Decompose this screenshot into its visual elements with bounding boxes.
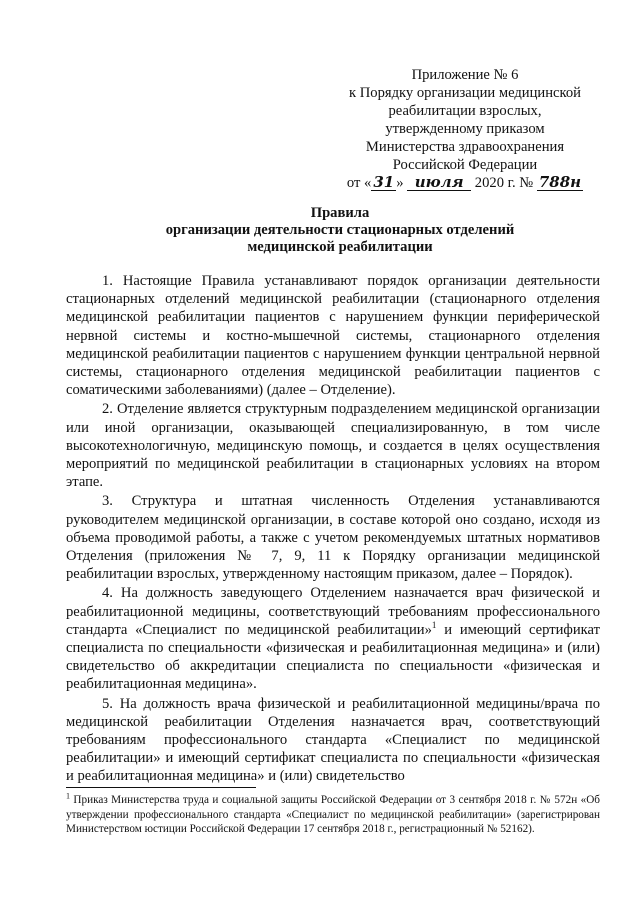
appendix-line: к Порядку организации медицинской [349, 85, 581, 101]
title-line: Правила [310, 205, 370, 221]
handwritten-order-number: 788н [538, 173, 582, 191]
handwritten-month: июля [407, 175, 471, 191]
appendix-line: утвержденному приказом [385, 121, 545, 137]
footnote-text: Приказ Министерства труда и социальной защиты Российской Федерации от 3 сентября 2018 г. № 572н «Об утверждении профессионального стандарта «Специалист по медицинской реабилитации» (зарегистрирован Министерством юстиции Российской Федерации 17 сентября 2018 г., регистрационный № 52162). [66, 794, 600, 835]
order-date-line [330, 174, 600, 192]
title-line: медицинской реабилитации [247, 239, 433, 255]
document-title [80, 205, 600, 256]
paragraph-5: 5. На должность врача физической и реабилитационной медицины/врача по медицинской реабилитации Отделения назначается врач, соответствующий требованиям профессионального стандарта «Специалист по медицинской реабилитации» и имеющий сертификат специалиста по специальности «физическая и реабилитационная медицина» и (или) свидетельство [66, 695, 600, 785]
appendix-line: Министерства здравоохранения [365, 139, 565, 155]
footnote-number: 1 [66, 791, 70, 801]
paragraph-3: 3. Структура и штатная численность Отделения устанавливаются руководителем медицинской организации, в составе которой оно создано, исходя из объема проводимой работы, а также с учетом рекомендуемых штатных нормативов Отделения (приложения № 7, 9, 11 к Порядку организации медицинской реабилитации взрослых, утвержденному настоящим приказом, далее – Порядок). [66, 493, 600, 583]
footnote [66, 793, 600, 837]
handwritten-day: 31 [373, 173, 395, 191]
date-mid: » [396, 175, 404, 191]
paragraph-4 [66, 584, 600, 693]
footnote-divider [66, 787, 256, 788]
footnote-reference[interactable]: 1 [431, 620, 437, 630]
appendix-line: реабилитации взрослых, [388, 103, 542, 119]
appendix-number: Приложение № 6 [411, 67, 519, 83]
date-year: 2020 г. № [474, 175, 534, 191]
paragraph-2: 2. Отделение является структурным подразделением медицинской организации или иной организации, оказывающей специализированную, в том числе высокотехнологичную, медицинскую помощь, и создается в целях осуществления мероприятий по медицинской реабилитации в стационарных условиях на втором этапе. [66, 401, 600, 491]
paragraph-4-text: 4. На должность заведующего Отделением назначается врач физической и реабилитационной медицины, соответствующий требованиям профессионального стандарта «Специалист по медицинской реабилитации» [66, 585, 600, 638]
appendix-line: Российской Федерации [392, 157, 538, 173]
date-prefix: от « [346, 175, 372, 191]
document-body [66, 272, 600, 787]
appendix-header [330, 66, 600, 192]
title-line: организации деятельности стационарных отделений [165, 222, 515, 238]
paragraph-1: 1. Настоящие Правила устанавливают порядок организации деятельности стационарных отделений медицинской реабилитации (стационарного отделения медицинской реабилитации пациентов с нарушением функции периферической нервной системы и костно-мышечной системы, стационарного отделения медицинской реабилитации пациентов с нарушением функции центральной нервной системы, стационарного отделения медицинской реабилитации пациентов с соматическими заболеваниями) (далее – Отделение). [66, 273, 600, 399]
paragraph-4-text-cont: и имеющий сертификат специалиста по специальности «физическая и реабилитационная медицина» и (или) свидетельство об аккредитации специалиста по специальности «физическая и реабилитационная медицина». [66, 621, 600, 693]
